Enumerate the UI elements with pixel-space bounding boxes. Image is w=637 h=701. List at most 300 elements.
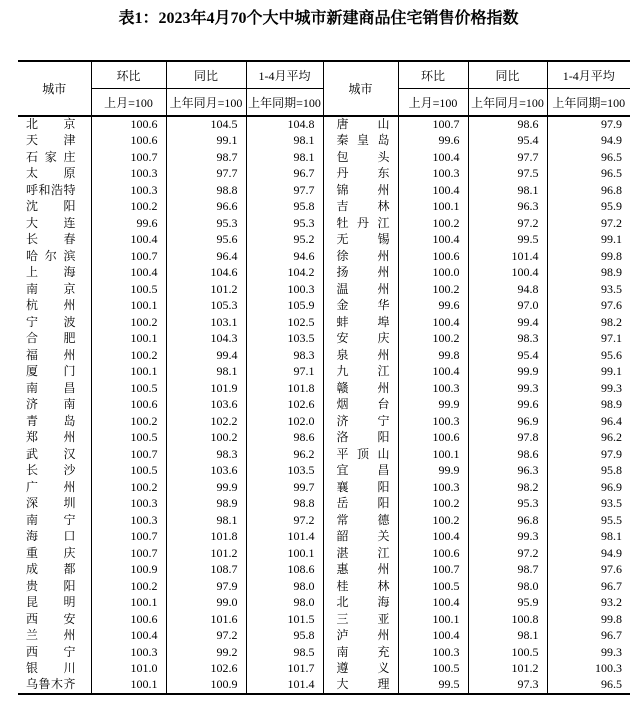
city-name: 杭 州 <box>26 298 76 313</box>
table-row <box>18 364 630 381</box>
value-cell: 95.9 <box>468 595 547 612</box>
city-name: 宜 昌 <box>336 463 390 478</box>
city-name: 三 亚 <box>336 611 390 626</box>
city-name: 南 京 <box>26 281 76 296</box>
value-cell: 99.5 <box>398 677 468 694</box>
city-name: 湛 江 <box>336 545 390 560</box>
value-cell: 97.2 <box>468 545 547 562</box>
city-name: 成 都 <box>26 562 76 577</box>
value-cell: 100.4 <box>468 265 547 282</box>
city-name: 韶 关 <box>336 529 390 544</box>
value-cell: 99.3 <box>468 380 547 397</box>
city-cell <box>18 182 91 199</box>
value-cell: 105.3 <box>166 298 246 315</box>
value-cell: 96.4 <box>547 413 630 430</box>
value-cell: 103.6 <box>166 397 246 414</box>
city-name: 襄 阳 <box>336 479 390 494</box>
value-cell: 100.0 <box>398 265 468 282</box>
city-name: 贵 阳 <box>26 578 76 593</box>
value-cell: 94.6 <box>246 248 323 265</box>
value-cell: 97.6 <box>547 298 630 315</box>
subheader-yoy-right: 上年同月=100 <box>468 89 547 117</box>
value-cell: 98.9 <box>166 496 246 513</box>
table-header <box>18 61 630 116</box>
value-cell: 99.7 <box>246 479 323 496</box>
value-cell: 100.6 <box>91 133 166 150</box>
city-name: 徐 州 <box>336 248 390 263</box>
city-cell <box>18 265 91 282</box>
city-name: 广 州 <box>26 479 76 494</box>
value-cell: 100.4 <box>398 529 468 546</box>
table-row <box>18 661 630 678</box>
value-cell: 96.8 <box>547 182 630 199</box>
table-body <box>18 116 630 694</box>
city-cell <box>323 578 398 595</box>
value-cell: 98.0 <box>246 595 323 612</box>
city-cell <box>18 496 91 513</box>
value-cell: 97.2 <box>166 628 246 645</box>
city-cell <box>18 562 91 579</box>
value-cell: 95.3 <box>246 215 323 232</box>
value-cell: 98.0 <box>246 578 323 595</box>
city-name: 西 安 <box>26 611 76 626</box>
value-cell: 101.5 <box>246 611 323 628</box>
city-cell <box>18 628 91 645</box>
value-cell: 99.8 <box>547 611 630 628</box>
value-cell: 98.1 <box>468 628 547 645</box>
value-cell: 100.4 <box>398 595 468 612</box>
value-cell: 104.8 <box>246 116 323 133</box>
city-cell <box>323 413 398 430</box>
value-cell: 96.4 <box>166 248 246 265</box>
city-cell <box>323 397 398 414</box>
value-cell: 96.9 <box>468 413 547 430</box>
value-cell: 97.5 <box>468 166 547 183</box>
city-cell <box>18 281 91 298</box>
value-cell: 99.4 <box>166 347 246 364</box>
value-cell: 101.8 <box>246 380 323 397</box>
table-row <box>18 215 630 232</box>
table-row <box>18 644 630 661</box>
value-cell: 102.0 <box>246 413 323 430</box>
city-name: 烟 台 <box>336 397 390 412</box>
value-cell: 95.9 <box>547 199 630 216</box>
value-cell: 100.2 <box>91 479 166 496</box>
subheader-mom-right: 上月=100 <box>398 89 468 117</box>
value-cell: 100.3 <box>91 496 166 513</box>
value-cell: 99.9 <box>398 463 468 480</box>
city-cell <box>18 578 91 595</box>
city-cell <box>18 364 91 381</box>
city-name: 重 庆 <box>26 545 76 560</box>
value-cell: 96.7 <box>246 166 323 183</box>
city-name: 乌 鲁 木 齐 <box>26 677 76 692</box>
city-cell <box>18 644 91 661</box>
value-cell: 98.5 <box>246 644 323 661</box>
city-cell <box>323 347 398 364</box>
city-name: 扬 州 <box>336 265 390 280</box>
value-cell: 100.7 <box>398 562 468 579</box>
city-name: 安 庆 <box>336 331 390 346</box>
value-cell: 100.4 <box>398 232 468 249</box>
value-cell: 100.9 <box>166 677 246 694</box>
city-name: 牡 丹 江 <box>336 215 390 230</box>
city-cell <box>18 298 91 315</box>
city-name: 南 充 <box>336 644 390 659</box>
value-cell: 101.6 <box>166 611 246 628</box>
city-name: 北 京 <box>26 117 76 132</box>
value-cell: 94.9 <box>547 545 630 562</box>
value-cell: 98.3 <box>246 347 323 364</box>
city-name: 常 德 <box>336 512 390 527</box>
city-cell <box>18 347 91 364</box>
city-cell <box>323 677 398 694</box>
city-cell <box>323 644 398 661</box>
value-cell: 100.7 <box>91 529 166 546</box>
table-row <box>18 677 630 694</box>
city-cell <box>323 545 398 562</box>
value-cell: 97.9 <box>547 116 630 133</box>
value-cell: 98.2 <box>547 314 630 331</box>
value-cell: 100.3 <box>398 644 468 661</box>
city-name: 唐 山 <box>336 117 390 132</box>
value-cell: 98.6 <box>468 116 547 133</box>
table-row <box>18 611 630 628</box>
city-cell <box>18 232 91 249</box>
table-row <box>18 496 630 513</box>
value-cell: 98.9 <box>547 397 630 414</box>
subheader-yoy-left: 上年同月=100 <box>166 89 246 117</box>
value-cell: 100.5 <box>398 578 468 595</box>
value-cell: 93.2 <box>547 595 630 612</box>
city-name: 蚌 埠 <box>336 314 390 329</box>
city-cell <box>323 199 398 216</box>
value-cell: 96.6 <box>166 199 246 216</box>
value-cell: 100.4 <box>91 232 166 249</box>
value-cell: 99.2 <box>166 644 246 661</box>
value-cell: 108.6 <box>246 562 323 579</box>
value-cell: 100.8 <box>468 611 547 628</box>
table-row <box>18 595 630 612</box>
value-cell: 100.4 <box>398 314 468 331</box>
value-cell: 100.5 <box>91 463 166 480</box>
value-cell: 95.8 <box>246 628 323 645</box>
value-cell: 100.3 <box>91 166 166 183</box>
value-cell: 100.4 <box>398 364 468 381</box>
city-cell <box>18 595 91 612</box>
city-name: 泸 州 <box>336 628 390 643</box>
value-cell: 99.1 <box>547 364 630 381</box>
value-cell: 99.6 <box>398 298 468 315</box>
value-cell: 98.9 <box>547 265 630 282</box>
city-name: 厦 门 <box>26 364 76 379</box>
value-cell: 95.6 <box>547 347 630 364</box>
table-row <box>18 397 630 414</box>
value-cell: 100.4 <box>398 182 468 199</box>
value-cell: 100.3 <box>91 644 166 661</box>
value-cell: 100.3 <box>398 166 468 183</box>
value-cell: 93.5 <box>547 496 630 513</box>
city-cell <box>323 512 398 529</box>
value-cell: 93.5 <box>547 281 630 298</box>
value-cell: 99.1 <box>547 232 630 249</box>
value-cell: 99.6 <box>91 215 166 232</box>
value-cell: 98.1 <box>547 529 630 546</box>
value-cell: 102.5 <box>246 314 323 331</box>
value-cell: 97.6 <box>547 562 630 579</box>
value-cell: 108.7 <box>166 562 246 579</box>
city-cell <box>323 446 398 463</box>
value-cell: 100.6 <box>91 611 166 628</box>
city-cell <box>18 463 91 480</box>
header-yoy-left: 同比 <box>166 61 246 89</box>
city-cell <box>18 248 91 265</box>
value-cell: 100.4 <box>398 628 468 645</box>
value-cell: 100.2 <box>91 199 166 216</box>
value-cell: 100.6 <box>91 397 166 414</box>
value-cell: 97.2 <box>246 512 323 529</box>
city-cell <box>18 446 91 463</box>
city-cell <box>18 215 91 232</box>
value-cell: 103.5 <box>246 331 323 348</box>
table-row <box>18 331 630 348</box>
value-cell: 95.2 <box>246 232 323 249</box>
value-cell: 99.1 <box>166 133 246 150</box>
value-cell: 99.3 <box>547 380 630 397</box>
city-cell <box>323 298 398 315</box>
value-cell: 99.8 <box>547 248 630 265</box>
value-cell: 96.8 <box>468 512 547 529</box>
city-cell <box>323 182 398 199</box>
city-name: 惠 州 <box>336 562 390 577</box>
value-cell: 99.6 <box>468 397 547 414</box>
value-cell: 98.3 <box>468 331 547 348</box>
city-name: 宁 波 <box>26 314 76 329</box>
value-cell: 98.0 <box>468 578 547 595</box>
value-cell: 95.4 <box>468 347 547 364</box>
table-row <box>18 512 630 529</box>
value-cell: 101.2 <box>166 545 246 562</box>
value-cell: 100.6 <box>398 430 468 447</box>
value-cell: 101.2 <box>468 661 547 678</box>
header-yoy-right: 同比 <box>468 61 547 89</box>
value-cell: 100.7 <box>91 248 166 265</box>
city-cell <box>323 611 398 628</box>
value-cell: 96.3 <box>468 199 547 216</box>
value-cell: 100.2 <box>398 331 468 348</box>
city-cell <box>323 116 398 133</box>
value-cell: 100.2 <box>91 347 166 364</box>
city-name: 合 肥 <box>26 331 76 346</box>
city-name: 遵 义 <box>336 661 390 676</box>
table-row <box>18 479 630 496</box>
value-cell: 100.2 <box>398 215 468 232</box>
value-cell: 102.6 <box>166 661 246 678</box>
city-cell <box>18 397 91 414</box>
city-cell <box>18 413 91 430</box>
value-cell: 100.2 <box>91 314 166 331</box>
city-cell <box>18 331 91 348</box>
header-city-right: 城市 <box>323 61 398 116</box>
city-cell <box>18 199 91 216</box>
value-cell: 98.6 <box>468 446 547 463</box>
city-cell <box>323 562 398 579</box>
city-cell <box>323 496 398 513</box>
value-cell: 104.5 <box>166 116 246 133</box>
city-name: 泉 州 <box>336 347 390 362</box>
city-cell <box>18 116 91 133</box>
value-cell: 98.1 <box>468 182 547 199</box>
table-row <box>18 545 630 562</box>
value-cell: 99.6 <box>398 133 468 150</box>
value-cell: 95.8 <box>246 199 323 216</box>
value-cell: 100.3 <box>246 281 323 298</box>
value-cell: 94.8 <box>468 281 547 298</box>
city-cell <box>323 133 398 150</box>
value-cell: 97.1 <box>246 364 323 381</box>
value-cell: 98.7 <box>468 562 547 579</box>
value-cell: 104.6 <box>166 265 246 282</box>
value-cell: 100.3 <box>398 479 468 496</box>
city-cell <box>323 529 398 546</box>
value-cell: 95.8 <box>547 463 630 480</box>
value-cell: 95.5 <box>547 512 630 529</box>
value-cell: 100.1 <box>91 364 166 381</box>
value-cell: 97.2 <box>468 215 547 232</box>
value-cell: 98.7 <box>166 149 246 166</box>
city-cell <box>18 545 91 562</box>
table-row <box>18 133 630 150</box>
table-row <box>18 116 630 133</box>
value-cell: 100.1 <box>398 199 468 216</box>
value-cell: 98.8 <box>246 496 323 513</box>
value-cell: 100.2 <box>91 413 166 430</box>
city-name: 深 圳 <box>26 496 76 511</box>
value-cell: 97.9 <box>166 578 246 595</box>
value-cell: 98.2 <box>468 479 547 496</box>
value-cell: 100.6 <box>91 116 166 133</box>
city-name: 大 连 <box>26 215 76 230</box>
value-cell: 100.2 <box>166 430 246 447</box>
value-cell: 97.9 <box>547 446 630 463</box>
city-cell <box>323 166 398 183</box>
city-name: 石 家 庄 <box>26 149 76 164</box>
city-name: 呼 和 浩 特 <box>26 182 76 197</box>
city-name: 桂 林 <box>336 578 390 593</box>
city-name: 包 头 <box>336 149 390 164</box>
value-cell: 96.2 <box>547 430 630 447</box>
value-cell: 101.4 <box>246 529 323 546</box>
city-name: 西 宁 <box>26 644 76 659</box>
city-name: 大 理 <box>336 677 390 692</box>
city-name: 九 江 <box>336 364 390 379</box>
city-cell <box>323 331 398 348</box>
header-avg-right: 1-4月平均 <box>547 61 630 89</box>
value-cell: 100.3 <box>547 661 630 678</box>
value-cell: 103.6 <box>166 463 246 480</box>
city-cell <box>18 479 91 496</box>
table-row <box>18 628 630 645</box>
value-cell: 96.7 <box>547 578 630 595</box>
page-title: 表1：2023年4月70个大中城市新建商品住宅销售价格指数 <box>118 10 519 27</box>
city-cell <box>323 463 398 480</box>
city-name: 锦 州 <box>336 182 390 197</box>
city-name: 武 汉 <box>26 446 76 461</box>
value-cell: 95.3 <box>166 215 246 232</box>
city-name: 天 津 <box>26 133 76 148</box>
value-cell: 95.3 <box>468 496 547 513</box>
table-row <box>18 463 630 480</box>
value-cell: 100.7 <box>91 545 166 562</box>
value-cell: 101.8 <box>166 529 246 546</box>
value-cell: 97.8 <box>468 430 547 447</box>
value-cell: 100.5 <box>91 380 166 397</box>
value-cell: 97.7 <box>166 166 246 183</box>
city-name: 吉 林 <box>336 199 390 214</box>
value-cell: 98.6 <box>246 430 323 447</box>
city-cell <box>323 595 398 612</box>
city-name: 银 川 <box>26 661 76 676</box>
value-cell: 100.5 <box>468 644 547 661</box>
value-cell: 100.2 <box>398 496 468 513</box>
value-cell: 97.1 <box>547 331 630 348</box>
value-cell: 100.5 <box>91 430 166 447</box>
city-cell <box>323 430 398 447</box>
value-cell: 99.9 <box>398 397 468 414</box>
city-cell <box>18 611 91 628</box>
value-cell: 100.1 <box>91 331 166 348</box>
city-cell <box>323 149 398 166</box>
city-cell <box>323 248 398 265</box>
table-row <box>18 380 630 397</box>
city-name: 岳 阳 <box>336 496 390 511</box>
subheader-avg-right: 上年同期=100 <box>547 89 630 117</box>
value-cell: 104.2 <box>246 265 323 282</box>
table-row <box>18 149 630 166</box>
value-cell: 100.3 <box>398 413 468 430</box>
value-cell: 100.3 <box>91 182 166 199</box>
value-cell: 100.7 <box>91 446 166 463</box>
city-cell <box>323 628 398 645</box>
value-cell: 95.6 <box>166 232 246 249</box>
table-row <box>18 413 630 430</box>
table-row <box>18 166 630 183</box>
value-cell: 96.3 <box>468 463 547 480</box>
value-cell: 100.5 <box>91 281 166 298</box>
value-cell: 100.9 <box>91 562 166 579</box>
city-cell <box>18 314 91 331</box>
city-name: 青 岛 <box>26 413 76 428</box>
value-cell: 104.3 <box>166 331 246 348</box>
value-cell: 100.2 <box>398 512 468 529</box>
city-name: 南 昌 <box>26 380 76 395</box>
city-cell <box>18 512 91 529</box>
value-cell: 97.0 <box>468 298 547 315</box>
city-name: 济 南 <box>26 397 76 412</box>
city-name: 无 锡 <box>336 232 390 247</box>
header-mom-left: 环比 <box>91 61 166 89</box>
value-cell: 96.9 <box>547 479 630 496</box>
value-cell: 99.3 <box>468 529 547 546</box>
city-cell <box>18 430 91 447</box>
value-cell: 105.9 <box>246 298 323 315</box>
table-row <box>18 281 630 298</box>
city-name: 南 宁 <box>26 512 76 527</box>
city-name: 海 口 <box>26 529 76 544</box>
value-cell: 100.2 <box>91 578 166 595</box>
city-name: 长 沙 <box>26 463 76 478</box>
value-cell: 100.6 <box>398 248 468 265</box>
